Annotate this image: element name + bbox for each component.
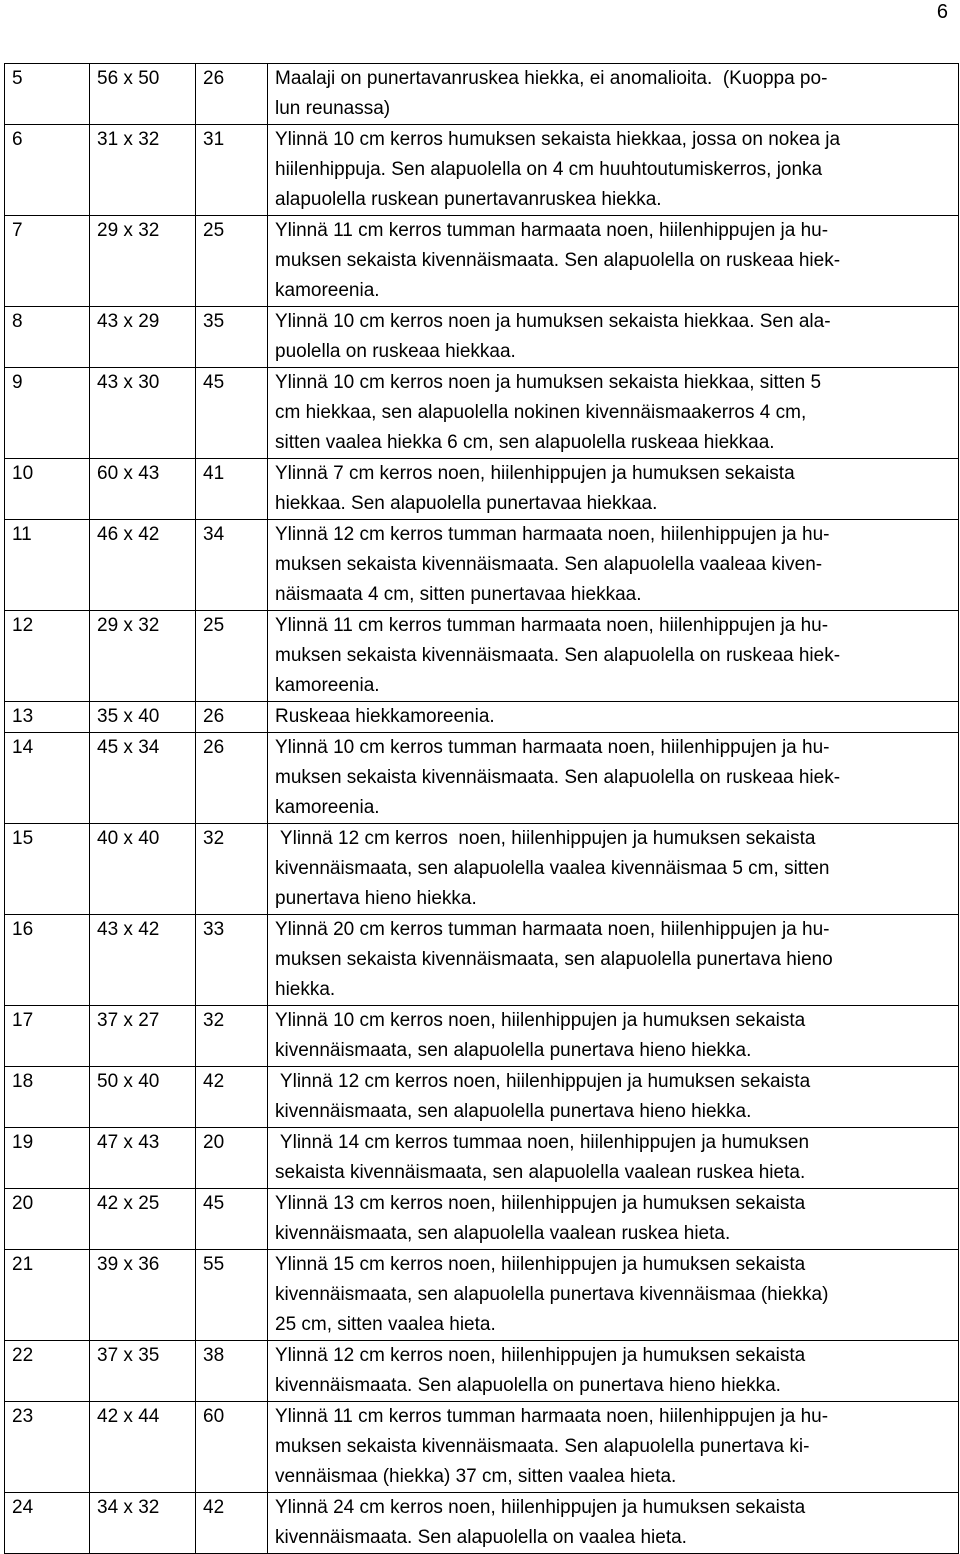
- description-line: kivennäismaata, sen alapuolella vaalea kivennäismaa 5 cm, sitten: [275, 858, 830, 879]
- pit-number-cell: 17: [5, 1006, 90, 1067]
- table-row: [5, 1250, 959, 1341]
- pit-size-cell: 37 x 35: [90, 1341, 196, 1402]
- table-row: [5, 1189, 959, 1250]
- test-pit-table: [4, 63, 959, 1554]
- table-row: [5, 459, 959, 520]
- pit-number-cell: 18: [5, 1067, 90, 1128]
- description-line: kivennäismaata. Sen alapuolella on vaalea hieta.: [275, 1527, 687, 1548]
- pit-depth-cell: 26: [196, 733, 268, 824]
- pit-size-cell: 42 x 44: [90, 1402, 196, 1493]
- pit-size-cell: 43 x 29: [90, 307, 196, 368]
- pit-depth-cell: 42: [196, 1493, 268, 1554]
- description-line: hiekka.: [275, 979, 336, 1000]
- pit-number-cell: 20: [5, 1189, 90, 1250]
- pit-number-cell: 8: [5, 307, 90, 368]
- pit-number-cell: 11: [5, 520, 90, 611]
- table-row: [5, 125, 959, 216]
- description-line: Ylinnä 11 cm kerros tumman harmaata noen, hiilenhippujen ja hu-: [275, 1406, 829, 1427]
- description-line: lun reunassa): [275, 98, 391, 119]
- table-row: [5, 915, 959, 1006]
- pit-depth-cell: 42: [196, 1067, 268, 1128]
- pit-depth-cell: 26: [196, 702, 268, 733]
- pit-description-cell: [268, 611, 959, 702]
- pit-number-cell: 14: [5, 733, 90, 824]
- pit-number-cell: 5: [5, 64, 90, 125]
- pit-size-cell: 39 x 36: [90, 1250, 196, 1341]
- description-line: Ylinnä 11 cm kerros tumman harmaata noen, hiilenhippujen ja hu-: [275, 220, 829, 241]
- description-line: Ylinnä 11 cm kerros tumman harmaata noen, hiilenhippujen ja hu-: [275, 615, 829, 636]
- pit-size-cell: 35 x 40: [90, 702, 196, 733]
- pit-description-cell: [268, 1067, 959, 1128]
- pit-depth-cell: 26: [196, 64, 268, 125]
- pit-depth-cell: 45: [196, 368, 268, 459]
- pit-size-cell: 29 x 32: [90, 611, 196, 702]
- description-line: Ylinnä 12 cm kerros noen, hiilenhippujen ja humuksen sekaista: [275, 828, 816, 849]
- description-line: muksen sekaista kivennäismaata. Sen alapuolella punertava ki-: [275, 1436, 810, 1457]
- description-line: Ylinnä 12 cm kerros noen, hiilenhippujen ja humuksen sekaista: [275, 1071, 811, 1092]
- pit-description-cell: [268, 915, 959, 1006]
- pit-depth-cell: 32: [196, 824, 268, 915]
- pit-description-cell: [268, 1006, 959, 1067]
- pit-size-cell: 50 x 40: [90, 1067, 196, 1128]
- pit-description-cell: [268, 459, 959, 520]
- description-line: Ylinnä 15 cm kerros noen, hiilenhippujen ja humuksen sekaista: [275, 1254, 806, 1275]
- table-row: [5, 307, 959, 368]
- pit-description-cell: [268, 125, 959, 216]
- description-line: Ylinnä 7 cm kerros noen, hiilenhippujen ja humuksen sekaista: [275, 463, 795, 484]
- pit-size-cell: 29 x 32: [90, 216, 196, 307]
- description-line: alapuolella ruskean punertavanruskea hiekka.: [275, 189, 662, 210]
- pit-size-cell: 37 x 27: [90, 1006, 196, 1067]
- description-line: Ylinnä 24 cm kerros noen, hiilenhippujen ja humuksen sekaista: [275, 1497, 806, 1518]
- pit-size-cell: 40 x 40: [90, 824, 196, 915]
- pit-description-cell: [268, 733, 959, 824]
- description-line: punertava hieno hiekka.: [275, 888, 477, 909]
- pit-depth-cell: 45: [196, 1189, 268, 1250]
- table-row: [5, 520, 959, 611]
- description-line: puolella on ruskeaa hiekkaa.: [275, 341, 516, 362]
- description-line: muksen sekaista kivennäismaata. Sen alapuolella vaaleaa kiven-: [275, 554, 823, 575]
- description-line: muksen sekaista kivennäismaata. Sen alapuolella on ruskeaa hiek-: [275, 250, 841, 271]
- pit-depth-cell: 41: [196, 459, 268, 520]
- pit-number-cell: 6: [5, 125, 90, 216]
- description-line: muksen sekaista kivennäismaata. Sen alapuolella on ruskeaa hiek-: [275, 767, 841, 788]
- description-line: cm hiekkaa, sen alapuolella nokinen kivennäismaakerros 4 cm,: [275, 402, 807, 423]
- table-row: [5, 368, 959, 459]
- pit-description-cell: [268, 1341, 959, 1402]
- pit-number-cell: 19: [5, 1128, 90, 1189]
- pit-number-cell: 16: [5, 915, 90, 1006]
- pit-description-cell: [268, 1493, 959, 1554]
- description-line: muksen sekaista kivennäismaata. Sen alapuolella on ruskeaa hiek-: [275, 645, 841, 666]
- test-pit-rows: [5, 64, 959, 1554]
- pit-size-cell: 43 x 42: [90, 915, 196, 1006]
- description-line: Ruskeaa hiekkamoreenia.: [275, 706, 495, 727]
- pit-number-cell: 10: [5, 459, 90, 520]
- table-row: [5, 216, 959, 307]
- pit-number-cell: 21: [5, 1250, 90, 1341]
- table-row: [5, 64, 959, 125]
- description-line: Ylinnä 20 cm kerros tumman harmaata noen, hiilenhippujen ja hu-: [275, 919, 830, 940]
- pit-depth-cell: 25: [196, 611, 268, 702]
- description-line: Ylinnä 12 cm kerros noen, hiilenhippujen ja humuksen sekaista: [275, 1345, 806, 1366]
- pit-depth-cell: 20: [196, 1128, 268, 1189]
- table-row: [5, 1067, 959, 1128]
- table-row: [5, 733, 959, 824]
- description-line: kivennäismaata. Sen alapuolella on punertava hieno hiekka.: [275, 1375, 781, 1396]
- pit-description-cell: [268, 368, 959, 459]
- description-line: Ylinnä 14 cm kerros tummaa noen, hiilenhippujen ja humuksen: [275, 1132, 810, 1153]
- description-line: hiekkaa. Sen alapuolella punertavaa hiekkaa.: [275, 493, 658, 514]
- pit-description-cell: [268, 824, 959, 915]
- pit-size-cell: 46 x 42: [90, 520, 196, 611]
- pit-depth-cell: 60: [196, 1402, 268, 1493]
- description-line: kivennäismaata, sen alapuolella punertava hieno hiekka.: [275, 1040, 752, 1061]
- description-line: Ylinnä 13 cm kerros noen, hiilenhippujen ja humuksen sekaista: [275, 1193, 806, 1214]
- description-line: sekaista kivennäismaata, sen alapuolella vaalean ruskea hieta.: [275, 1162, 806, 1183]
- description-line: Ylinnä 10 cm kerros noen ja humuksen sekaista hiekkaa, sitten 5: [275, 372, 822, 393]
- description-line: kamoreenia.: [275, 797, 380, 818]
- description-line: Ylinnä 12 cm kerros tumman harmaata noen, hiilenhippujen ja hu-: [275, 524, 830, 545]
- table-row: [5, 1402, 959, 1493]
- pit-size-cell: 45 x 34: [90, 733, 196, 824]
- pit-depth-cell: 38: [196, 1341, 268, 1402]
- description-line: Ylinnä 10 cm kerros humuksen sekaista hiekkaa, jossa on nokea ja: [275, 129, 841, 150]
- pit-description-cell: [268, 307, 959, 368]
- pit-size-cell: 43 x 30: [90, 368, 196, 459]
- table-row: [5, 1128, 959, 1189]
- description-line: vennäismaa (hiekka) 37 cm, sitten vaalea hieta.: [275, 1466, 677, 1487]
- pit-description-cell: [268, 520, 959, 611]
- pit-depth-cell: 32: [196, 1006, 268, 1067]
- pit-number-cell: 24: [5, 1493, 90, 1554]
- pit-size-cell: 56 x 50: [90, 64, 196, 125]
- description-line: kivennäismaata, sen alapuolella punertava kivennäismaa (hiekka): [275, 1284, 829, 1305]
- pit-size-cell: 47 x 43: [90, 1128, 196, 1189]
- table-row: [5, 611, 959, 702]
- pit-number-cell: 9: [5, 368, 90, 459]
- pit-number-cell: 12: [5, 611, 90, 702]
- table-row: [5, 1493, 959, 1554]
- pit-number-cell: 22: [5, 1341, 90, 1402]
- pit-description-cell: [268, 1250, 959, 1341]
- description-line: kivennäismaata, sen alapuolella punertava hieno hiekka.: [275, 1101, 752, 1122]
- table-row: [5, 1341, 959, 1402]
- pit-description-cell: [268, 64, 959, 125]
- description-line: Ylinnä 10 cm kerros noen ja humuksen sekaista hiekkaa. Sen ala-: [275, 311, 831, 332]
- pit-depth-cell: 34: [196, 520, 268, 611]
- description-line: hiilenhippuja. Sen alapuolella on 4 cm huuhtoutumiskerros, jonka: [275, 159, 823, 180]
- page-number: 6: [936, 1, 948, 23]
- description-line: kamoreenia.: [275, 280, 380, 301]
- description-line: sitten vaalea hiekka 6 cm, sen alapuolella ruskeaa hiekkaa.: [275, 432, 775, 453]
- pit-depth-cell: 31: [196, 125, 268, 216]
- pit-size-cell: 60 x 43: [90, 459, 196, 520]
- description-line: Ylinnä 10 cm kerros tumman harmaata noen, hiilenhippujen ja hu-: [275, 737, 830, 758]
- pit-size-cell: 34 x 32: [90, 1493, 196, 1554]
- description-line: kamoreenia.: [275, 675, 380, 696]
- table-row: [5, 1006, 959, 1067]
- pit-description-cell: [268, 216, 959, 307]
- pit-size-cell: 42 x 25: [90, 1189, 196, 1250]
- pit-depth-cell: 55: [196, 1250, 268, 1341]
- pit-number-cell: 13: [5, 702, 90, 733]
- table-row: [5, 824, 959, 915]
- pit-depth-cell: 25: [196, 216, 268, 307]
- table-row: [5, 702, 959, 733]
- description-line: Ylinnä 10 cm kerros noen, hiilenhippujen ja humuksen sekaista: [275, 1010, 806, 1031]
- pit-depth-cell: 35: [196, 307, 268, 368]
- pit-description-cell: [268, 702, 959, 733]
- pit-number-cell: 7: [5, 216, 90, 307]
- pit-number-cell: 15: [5, 824, 90, 915]
- pit-size-cell: 31 x 32: [90, 125, 196, 216]
- pit-number-cell: 23: [5, 1402, 90, 1493]
- description-line: näismaata 4 cm, sitten punertavaa hiekkaa.: [275, 584, 642, 605]
- pit-depth-cell: 33: [196, 915, 268, 1006]
- pit-description-cell: [268, 1402, 959, 1493]
- pit-description-cell: [268, 1189, 959, 1250]
- description-line: 25 cm, sitten vaalea hieta.: [275, 1314, 496, 1335]
- description-line: Maalaji on punertavanruskea hiekka, ei anomalioita. (Kuoppa po-: [275, 68, 828, 89]
- description-line: muksen sekaista kivennäismaata, sen alapuolella punertava hieno: [275, 949, 833, 970]
- description-line: kivennäismaata, sen alapuolella vaalean ruskea hieta.: [275, 1223, 731, 1244]
- pit-description-cell: [268, 1128, 959, 1189]
